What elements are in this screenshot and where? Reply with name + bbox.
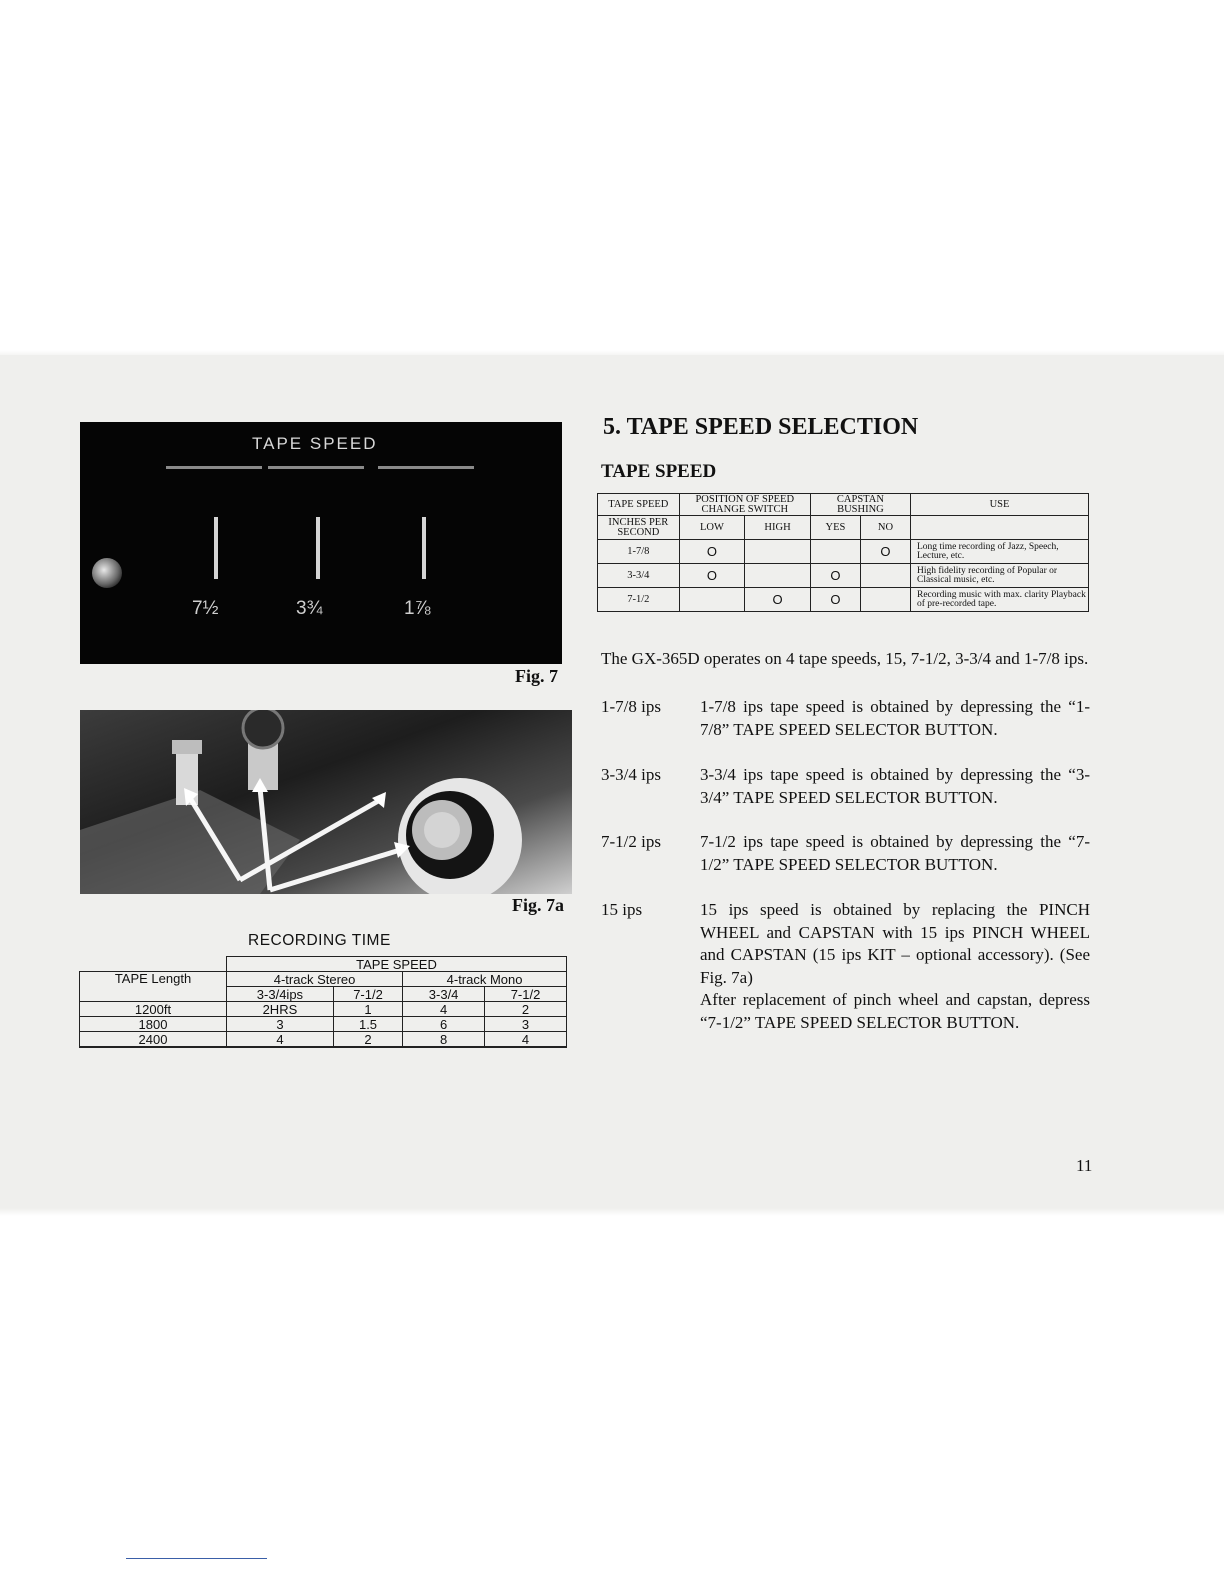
table-cell: Recording music with max. clarity Playback of pre-recorded tape. bbox=[910, 588, 1088, 612]
table-cell: 1200ft bbox=[80, 1002, 227, 1017]
speed-item-label: 3-3/4 ips bbox=[601, 765, 661, 784]
table-cell: 3-3/4 bbox=[598, 564, 680, 588]
table-cell: 1800 bbox=[80, 1017, 227, 1032]
screw-icon bbox=[92, 558, 122, 588]
table-cell bbox=[745, 540, 811, 564]
section-subheading: TAPE SPEED bbox=[601, 461, 717, 482]
table-header: TAPE Length bbox=[80, 972, 227, 1002]
table-row bbox=[80, 957, 567, 972]
table-header: NO bbox=[861, 516, 911, 540]
table-cell: 2400 bbox=[80, 1032, 227, 1048]
table-cell: High fidelity recording of Popular or Classical music, etc. bbox=[910, 564, 1088, 588]
table-cell: 4 bbox=[403, 1002, 485, 1017]
fig7a-photo bbox=[80, 710, 572, 894]
after-replacement-text: After replacement of pinch wheel and capstan, depress “7-1/2” TAPE SPEED SELECTOR BUTTON. bbox=[700, 990, 1090, 1032]
fig7-speed-label: 3¾ bbox=[296, 598, 323, 619]
table-row bbox=[598, 564, 1089, 588]
table-cell bbox=[861, 564, 911, 588]
table-cell: 2 bbox=[333, 1032, 402, 1048]
table-row bbox=[80, 972, 567, 987]
table-cell bbox=[80, 957, 227, 972]
table-cell bbox=[745, 564, 811, 588]
table-cell: O bbox=[679, 564, 745, 588]
fig7-indicator bbox=[214, 517, 218, 579]
fig7a-mechanism-illustration bbox=[80, 710, 572, 894]
speed-item-label: 15 ips bbox=[601, 900, 643, 919]
fig7-speed-label: 7½ bbox=[192, 598, 219, 619]
fig7-caption: Fig. 7 bbox=[515, 666, 558, 686]
speed-item-label: 1-7/8 ips bbox=[601, 697, 661, 716]
speed-item-text: 15 ips speed is obtained by replacing the PINCH WHEEL and CAPSTAN with 15 ips PINCH WHEEL and CAPSTAN (15 ips KIT – optional accessory). (See Fig. 7a) bbox=[700, 900, 1090, 987]
table-cell: 3 bbox=[485, 1017, 567, 1032]
table-cell: O bbox=[810, 564, 860, 588]
section-heading: 5. TAPE SPEED SELECTION bbox=[603, 414, 919, 440]
table-cell: 2HRS bbox=[227, 1002, 334, 1017]
fig7a-caption: Fig. 7a bbox=[512, 895, 564, 915]
table-cell: 4 bbox=[485, 1032, 567, 1048]
table-header: TAPE SPEED bbox=[598, 494, 680, 516]
intro-paragraph: The GX-365D operates on 4 tape speeds, 15, 7-1/2, 3-3/4 and 1-7/8 ips. bbox=[601, 649, 1089, 668]
speed-item-text: 7-1/2 ips tape speed is obtained by depressing the “7-1/2” TAPE SPEED SELECTOR BUTTON. bbox=[700, 832, 1090, 874]
table-cell: O bbox=[861, 540, 911, 564]
fig7-groove bbox=[378, 466, 474, 469]
table-cell: 7-1/2 bbox=[598, 588, 680, 612]
table-row bbox=[80, 1032, 567, 1048]
table-header: 4-track Mono bbox=[403, 972, 567, 987]
table-cell bbox=[861, 588, 911, 612]
fig7-indicator bbox=[316, 517, 320, 579]
table-header: TAPE SPEED bbox=[227, 957, 567, 972]
table-cell bbox=[679, 588, 745, 612]
table-row bbox=[598, 540, 1089, 564]
table-header: 3-3/4 bbox=[403, 987, 485, 1002]
footnote-rule bbox=[126, 1558, 267, 1559]
fig7-panel-label: TAPE SPEED bbox=[252, 434, 378, 453]
table-header: POSITION OF SPEED CHANGE SWITCH bbox=[679, 494, 810, 516]
table-header: 7-1/2 bbox=[333, 987, 402, 1002]
fig7-groove bbox=[166, 466, 262, 469]
table-cell: 6 bbox=[403, 1017, 485, 1032]
recording-time-title: RECORDING TIME bbox=[248, 932, 391, 949]
table-header: LOW bbox=[679, 516, 745, 540]
table-cell: O bbox=[745, 588, 811, 612]
table-row bbox=[598, 494, 1089, 516]
table-header: 7-1/2 bbox=[485, 987, 567, 1002]
table-header: 4-track Stereo bbox=[227, 972, 403, 987]
table-cell bbox=[910, 516, 1088, 540]
table-cell: O bbox=[679, 540, 745, 564]
table-cell: 2 bbox=[485, 1002, 567, 1017]
table-cell bbox=[810, 540, 860, 564]
table-cell: 3 bbox=[227, 1017, 334, 1032]
table-header: USE bbox=[910, 494, 1088, 516]
speed-item-label: 7-1/2 ips bbox=[601, 832, 661, 851]
table-row bbox=[598, 516, 1089, 540]
page-number: 11 bbox=[1076, 1156, 1093, 1175]
table-cell: 1.5 bbox=[333, 1017, 402, 1032]
table-header: 3-3/4ips bbox=[227, 987, 334, 1002]
table-cell: Long time recording of Jazz, Speech, Lecture, etc. bbox=[910, 540, 1088, 564]
table-cell: 4 bbox=[227, 1032, 334, 1048]
speed-item-text: 3-3/4 ips tape speed is obtained by depressing the “3-3/4” TAPE SPEED SELECTOR BUTTON. bbox=[700, 765, 1090, 807]
fig7-photo bbox=[80, 422, 562, 664]
fig7-groove bbox=[268, 466, 364, 469]
speed-item-text: 1-7/8 ips tape speed is obtained by depressing the “1-7/8” TAPE SPEED SELECTOR BUTTON. bbox=[700, 697, 1090, 739]
table-cell: 1 bbox=[333, 1002, 402, 1017]
recording-time-table bbox=[79, 956, 567, 1048]
table-cell: 8 bbox=[403, 1032, 485, 1048]
table-header: HIGH bbox=[745, 516, 811, 540]
fig7-speed-label: 1⅞ bbox=[404, 598, 431, 619]
table-row bbox=[598, 588, 1089, 612]
table-header: INCHES PER SECOND bbox=[598, 516, 680, 540]
page-edge-bottom bbox=[0, 1208, 1224, 1216]
tape-speed-table bbox=[597, 493, 1089, 612]
table-cell: 1-7/8 bbox=[598, 540, 680, 564]
table-row bbox=[80, 1002, 567, 1017]
table-row bbox=[80, 1017, 567, 1032]
fig7-indicator bbox=[422, 517, 426, 579]
table-header: CAPSTAN BUSHING bbox=[810, 494, 910, 516]
table-cell: O bbox=[810, 588, 860, 612]
table-header: YES bbox=[810, 516, 860, 540]
